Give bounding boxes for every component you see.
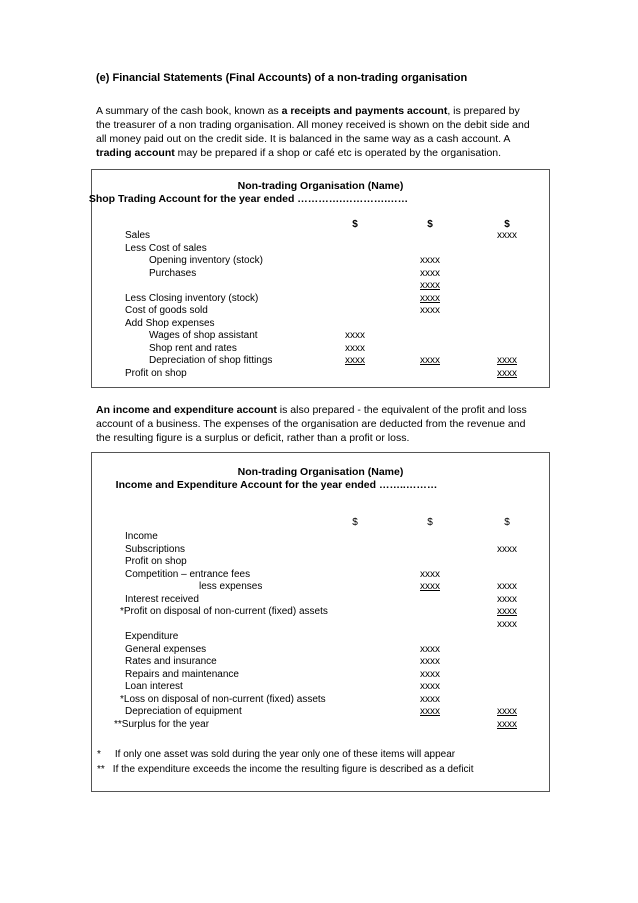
income-title-account: Income and Expenditure Account for the year ended ……..……… — [115, 479, 438, 491]
income-column-headers: $ $ $ — [352, 517, 510, 528]
trading-amount-col1: xxxx — [345, 342, 365, 354]
income-row — [92, 693, 549, 706]
trading-title-org: Non-trading Organisation (Name) — [237, 180, 404, 192]
income-row — [92, 705, 549, 718]
income-amount-col3: xxxx — [497, 718, 517, 730]
income-row-label: less expenses — [199, 581, 263, 592]
footnote-deficit: ** If the expenditure exceeds the income the resulting figure is described as a deficit — [97, 764, 474, 775]
trading-row-label: Shop rent and rates — [149, 342, 237, 354]
income-row — [92, 605, 549, 618]
income-amount-col3: xxxx — [497, 606, 517, 617]
income-amount-col3: xxxx — [497, 543, 517, 555]
income-row-label: Interest received — [125, 593, 199, 605]
income-row — [92, 680, 549, 693]
trading-row — [92, 367, 549, 380]
trading-row — [92, 242, 549, 255]
trading-row-label: Depreciation of shop fittings — [149, 355, 273, 366]
income-amount-col3: xxxx — [497, 581, 517, 592]
income-amount-col2: xxxx — [420, 693, 440, 705]
income-row-label: Income — [125, 531, 158, 542]
income-row-label: Repairs and maintenance — [125, 668, 239, 680]
income-amount-col2: xxxx — [420, 668, 440, 680]
trading-row-label: Wages of shop assistant — [149, 330, 258, 341]
income-row-label: *Loss on disposal of non-current (fixed) assets — [120, 693, 326, 705]
trading-row — [92, 317, 549, 330]
trading-amount-col1: xxxx — [345, 355, 365, 366]
trading-row-label: Profit on shop — [125, 367, 187, 379]
income-row-label: Competition – entrance fees — [125, 568, 251, 580]
income-row-label: Subscriptions — [125, 543, 186, 555]
trading-amount-col3: xxxx — [497, 355, 517, 366]
trading-row — [92, 292, 549, 305]
trading-row — [92, 329, 549, 342]
income-row — [92, 643, 549, 656]
income-row — [92, 718, 549, 731]
trading-row-label: Less Closing inventory (stock) — [125, 292, 259, 304]
income-amount-col2: xxxx — [420, 568, 440, 580]
trading-amount-col3: xxxx — [497, 230, 517, 241]
income-row — [92, 618, 549, 631]
income-row-label: *Profit on disposal of non-current (fixed) assets — [120, 606, 328, 617]
income-amount-col2: xxxx — [420, 656, 440, 667]
trading-amount-col2: xxxx — [420, 267, 440, 279]
income-row-label: Profit on shop — [125, 556, 187, 567]
income-row — [92, 593, 549, 606]
income-row-label: Depreciation of equipment — [125, 706, 242, 717]
income-amount-col3: xxxx — [497, 618, 517, 630]
trading-title-account: Shop Trading Account for the year ended ………….………….…… — [88, 193, 409, 205]
trading-row-label: Cost of goods sold — [125, 305, 208, 316]
income-row-label: Loan interest — [125, 681, 183, 692]
trading-row — [92, 354, 549, 367]
income-amount-col2: xxxx — [420, 681, 440, 692]
trading-column-headers: $ $ $ — [352, 219, 510, 230]
income-row — [92, 568, 549, 581]
trading-row-label: Add Shop expenses — [125, 317, 215, 329]
income-amount-col2: xxxx — [420, 706, 440, 717]
trading-amount-col2: xxxx — [420, 255, 440, 266]
income-amount-col2: xxxx — [420, 643, 440, 655]
income-row — [92, 555, 549, 568]
trading-amount-col2: xxxx — [420, 305, 440, 316]
trading-row-label: Sales — [125, 230, 151, 241]
trading-row — [92, 279, 549, 292]
trading-amount-col3: xxxx — [497, 367, 517, 379]
income-row — [92, 630, 549, 643]
income-row-label: Expenditure — [125, 631, 179, 642]
income-amount-col3: xxxx — [497, 706, 517, 717]
trading-row — [92, 342, 549, 355]
trading-row-label: Purchases — [149, 267, 197, 279]
income-title-org: Non-trading Organisation (Name) — [237, 466, 404, 478]
trading-amount-col2: xxxx — [420, 355, 440, 366]
trading-row — [92, 254, 549, 267]
trading-row-label: Opening inventory (stock) — [149, 255, 263, 266]
trading-row-label: Less Cost of sales — [125, 242, 207, 254]
income-expenditure-account-box — [91, 452, 550, 792]
income-row — [92, 655, 549, 668]
trading-row — [92, 229, 549, 242]
income-row — [92, 530, 549, 543]
footnote-single-asset: * If only one asset was sold during the year only one of these items will appear — [97, 749, 456, 760]
trading-amount-col2: xxxx — [420, 280, 440, 291]
income-row — [92, 580, 549, 593]
trading-row — [92, 304, 549, 317]
trading-amount-col1: xxxx — [345, 330, 365, 341]
income-row-label: Rates and insurance — [125, 656, 217, 667]
trading-amount-col2: xxxx — [420, 292, 440, 304]
intro-paragraph: A summary of the cash book, known as a receipts and payments account, is prepared by the treasurer of a non trading organisation. All money received is shown on the debit side and all money paid out on the credit side. It is balanced in the same way as a cash account. A trading account may be prepared if a shop or café etc is operated by the organisation. — [96, 105, 530, 159]
income-row — [92, 668, 549, 681]
income-amount-col3: xxxx — [497, 593, 517, 605]
middle-paragraph: An income and expenditure account is also prepared - the equivalent of the profit and loss account of a business. The expenses of the organisation are deducted from the revenue and the resulting figure is a surplus or deficit, rather than a profit or loss. — [96, 404, 527, 444]
section-heading: (e) Financial Statements (Final Accounts) of a non-trading organisation — [96, 72, 468, 84]
income-amount-col2: xxxx — [420, 581, 440, 592]
trading-row — [92, 267, 549, 280]
income-row-label: General expenses — [125, 643, 207, 655]
shop-trading-account-box — [88, 169, 550, 388]
income-row-label: **Surplus for the year — [114, 718, 210, 730]
income-row — [92, 543, 549, 556]
